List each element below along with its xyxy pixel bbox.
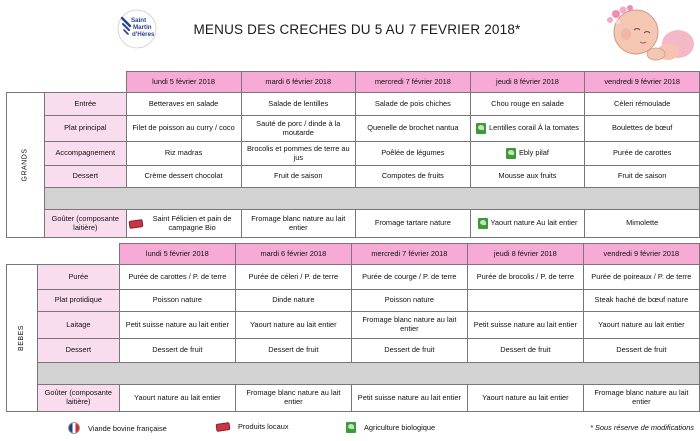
menu-cell: Betteraves en salade — [126, 93, 241, 116]
legend-item-local — [216, 422, 289, 431]
category-label: Goûter (composante laitière) — [37, 385, 119, 412]
menu-cell: Fromage tartare nature — [356, 210, 471, 238]
menu-cell: Dessert de fruit — [467, 339, 583, 363]
menu-cell: Fruit de saison — [241, 166, 356, 188]
group-label-grands — [7, 93, 45, 238]
menu-cell — [467, 290, 583, 312]
corner-blank — [7, 72, 45, 93]
menu-cell: Quenelle de brochet nantua — [356, 116, 471, 142]
menu-cell: Purée de poireaux / P. de terre — [583, 265, 699, 290]
local-product-icon — [128, 219, 143, 229]
menu-table-grands — [6, 71, 700, 238]
menu-cell: Fromage blanc nature au lait entier — [241, 210, 356, 238]
menu-cell: Riz madras — [126, 142, 241, 166]
menu-cell: Dessert de fruit — [119, 339, 235, 363]
separator-row — [44, 188, 699, 210]
corner-blank — [37, 244, 119, 265]
french-flag-icon — [68, 422, 80, 434]
corner-blank — [44, 72, 126, 93]
menu-cell: Poêlée de légumes — [356, 142, 471, 166]
menu-cell: Purée de brocolis / P. de terre — [467, 265, 583, 290]
category-label: Purée — [37, 265, 119, 290]
menu-cell: Poisson nature — [351, 290, 467, 312]
logo-line-1: Saint — [131, 17, 147, 24]
bio-label-icon — [346, 422, 356, 433]
menu-cell: Dessert de fruit — [351, 339, 467, 363]
menu-cell: Purée de courge / P. de terre — [351, 265, 467, 290]
day-header: lundi 5 février 2018 — [126, 72, 241, 93]
menu-cell — [470, 142, 585, 166]
menu-cell: Petit suisse nature au lait entier — [467, 312, 583, 339]
separator-row — [37, 363, 699, 385]
day-header: mercredi 7 février 2018 — [351, 244, 467, 265]
menu-cell: Mousse aux fruits — [470, 166, 585, 188]
bio-label-icon — [478, 218, 488, 229]
day-header: vendredi 9 février 2018 — [585, 72, 700, 93]
menu-cell: Fromage blanc nature au lait entier — [351, 312, 467, 339]
menu-cell: Fromage blanc nature au lait entier — [583, 385, 699, 412]
logo-line-3: d'Hères — [132, 31, 155, 38]
menu-cell: Brocolis et pommes de terre au jus — [241, 142, 356, 166]
menu-cell: Petit suisse nature au lait entier — [119, 312, 235, 339]
category-label: Laitage — [37, 312, 119, 339]
day-header: mardi 6 février 2018 — [235, 244, 351, 265]
legend-item-beef — [68, 422, 167, 434]
menu-table-bebes — [6, 243, 700, 412]
menu-cell: Petit suisse nature au lait entier — [351, 385, 467, 412]
menu-cell: Céleri rémoulade — [585, 93, 700, 116]
menu-cell: Yaourt nature au lait entier — [583, 312, 699, 339]
category-label: Plat principal — [44, 116, 126, 142]
menu-cell — [470, 116, 585, 142]
day-header: mardi 6 février 2018 — [241, 72, 356, 93]
day-header: jeudi 8 février 2018 — [467, 244, 583, 265]
category-label: Dessert — [44, 166, 126, 188]
category-label: Dessert — [37, 339, 119, 363]
menu-cell-text: Ebly pilaf — [518, 148, 549, 158]
day-header: lundi 5 février 2018 — [119, 244, 235, 265]
disclaimer-note: * Sous réserve de modifications — [590, 423, 694, 432]
menu-cell: Purée de céleri / P. de terre — [235, 265, 351, 290]
menu-cell: Yaourt nature au lait entier — [119, 385, 235, 412]
category-label: Goûter (composante laitière) — [44, 210, 126, 238]
menu-cell: Fromage blanc nature au lait entier — [235, 385, 351, 412]
menu-cell: Fruit de saison — [585, 166, 700, 188]
baby-illustration — [596, 2, 696, 64]
corner-blank — [7, 244, 38, 265]
menu-cell-text: Yaourt nature Au lait entier — [490, 218, 578, 228]
day-header: mercredi 7 février 2018 — [356, 72, 471, 93]
page-title: MENUS DES CRECHES DU 5 AU 7 FEVRIER 2018* — [193, 22, 521, 37]
menu-cell: Mimolette — [585, 210, 700, 238]
category-label: Entrée — [44, 93, 126, 116]
local-product-icon — [216, 422, 231, 432]
logo-line-2: Martin — [133, 24, 152, 31]
menu-cell: Steak haché de bœuf nature — [583, 290, 699, 312]
menu-cell: Salade de pois chiches — [356, 93, 471, 116]
menu-cell-text: Lentilles corail À la tomates — [489, 123, 579, 133]
menu-cell: Dessert de fruit — [235, 339, 351, 363]
menu-cell: Purée de carottes / P. de terre — [119, 265, 235, 290]
menu-cell: Dinde nature — [235, 290, 351, 312]
menu-cell: Boulettes de bœuf — [585, 116, 700, 142]
legend-label: Produits locaux — [238, 422, 289, 431]
menu-cell: Yaourt nature au lait entier — [467, 385, 583, 412]
legend-item-bio — [346, 422, 435, 433]
menu-cell: Yaourt nature au lait entier — [235, 312, 351, 339]
group-label-text: GRANDS — [21, 149, 29, 182]
day-header: vendredi 9 février 2018 — [583, 244, 699, 265]
menu-cell: Poisson nature — [119, 290, 235, 312]
legend-label: Viande bovine française — [88, 423, 167, 433]
category-label: Plat protidique — [37, 290, 119, 312]
group-label-bebes — [7, 265, 38, 412]
legend-label: Agriculture biologique — [364, 423, 436, 432]
bio-label-icon — [506, 148, 516, 159]
menu-cell: Dessert de fruit — [583, 339, 699, 363]
menu-cell: Compotes de fruits — [356, 166, 471, 188]
menu-cell: Chou rouge en salade — [470, 93, 585, 116]
menu-cell — [470, 210, 585, 238]
menu-cell-text: Saint Félicien et pain de campagne Bio — [152, 213, 232, 232]
menu-cell: Purée de carottes — [585, 142, 700, 166]
day-header: jeudi 8 février 2018 — [470, 72, 585, 93]
menu-cell — [126, 210, 241, 238]
menu-cell: Salade de lentilles — [241, 93, 356, 116]
bio-label-icon — [476, 123, 486, 134]
menu-cell: Filet de poisson au curry / coco — [126, 116, 241, 142]
menu-cell: Crème dessert chocolat — [126, 166, 241, 188]
group-label-text: BEBES — [17, 325, 25, 352]
category-label: Accompagnement — [44, 142, 126, 166]
menu-cell: Sauté de porc / dinde à la moutarde — [241, 116, 356, 142]
legend — [0, 418, 700, 438]
